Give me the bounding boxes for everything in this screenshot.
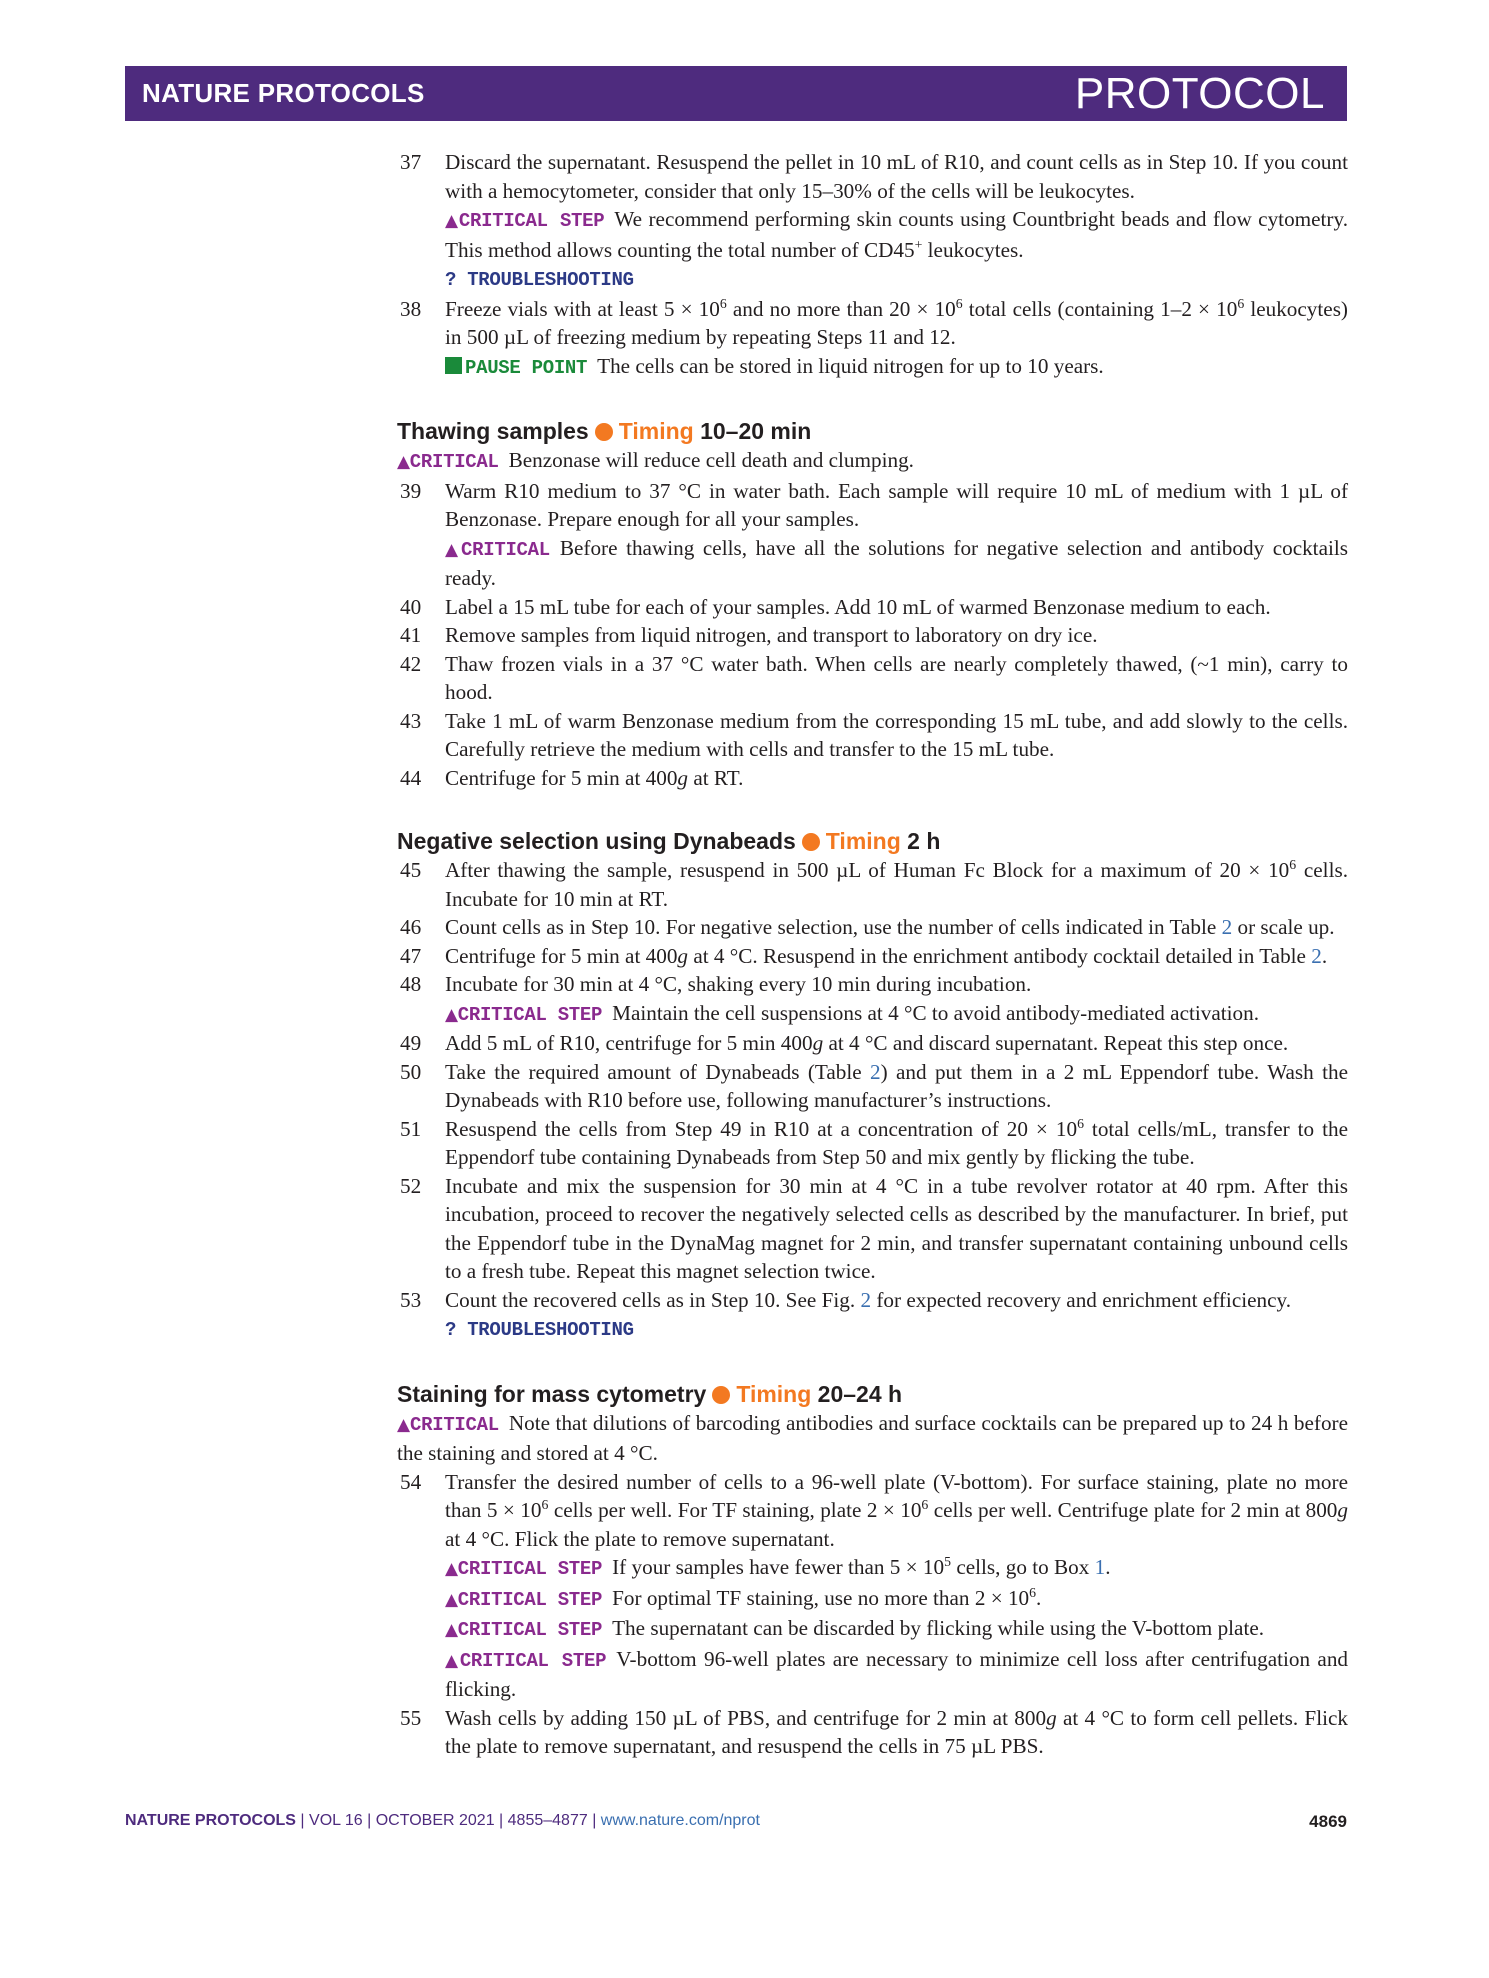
step-45: 45 After thawing the sample, resuspend in 500 µL of Human Fc Block for a maximum of $20 \times 10^6$ cells. Incubate for 10 min at RT. xyxy=(400,856,1348,911)
step-46: 46 Count cells as in Step 10. For negative selection, use the number of cells indicated in Table 2 or scale up. xyxy=(400,915,1335,939)
critical-step-note: ▲CRITICAL STEP If your samples have fewer than $5 \times 10^5$ cells, go to Box 1. xyxy=(445,1553,1111,1580)
figure-2-link[interactable]: 2 xyxy=(860,1287,872,1312)
section-title-staining: Staining for mass cytometry Timing 20–24 h xyxy=(397,1380,903,1407)
step-43: 43 Take 1 mL of warm Benzonase medium from the corresponding 15 mL tube, and add slowly to the cells. Carefully retrieve the medium with cells and transfer to the 15 mL tube. xyxy=(400,708,1348,761)
step-42: 42 Thaw frozen vials in a 37 °C water bath. When cells are nearly completely thawed, (~1 min), carry to hood. xyxy=(400,651,1348,704)
step-37 xyxy=(400,148,1348,295)
section-title-negative-selection: Negative selection using Dynabeads Timing 2 h xyxy=(397,828,941,854)
article-type: PROTOCOL xyxy=(1074,69,1325,118)
step-41: 41 Remove samples from liquid nitrogen, and transport to laboratory on dry ice. xyxy=(400,623,1098,647)
warning-triangle-icon: ▲ xyxy=(397,1414,411,1435)
critical-step-note: ▲CRITICAL STEP Maintain the cell suspensions at 4 °C to avoid antibody-mediated activation. xyxy=(445,1000,1260,1026)
critical-note: ▲CRITICAL Benzonase will reduce cell death and clumping. xyxy=(397,448,914,473)
step-44: 44 Centrifuge for 5 min at 400g at RT. xyxy=(400,765,744,790)
journal-header-bar xyxy=(125,66,1347,121)
pause-square-icon xyxy=(445,357,462,374)
step-48: 48 Incubate for 30 min at 4 °C, shaking every 10 min during incubation. ▲CRITICAL STEP Maintain the cell suspensions at 4 °C to avoid antibody-mediated activation. xyxy=(400,970,1348,1029)
critical-step-note: ▲CRITICAL STEP The supernatant can be discarded by flicking while using the V-bottom plate. xyxy=(445,1616,1265,1641)
timing-dot-icon xyxy=(712,1386,730,1404)
step-49: 49 Add 5 mL of R10, centrifuge for 5 min 400g at 4 °C and discard supernatant. Repeat this step once. xyxy=(400,1031,1289,1055)
step-40: 40 Label a 15 mL tube for each of your samples. Add 10 mL of warmed Benzonase medium to each. xyxy=(400,594,1271,619)
troubleshooting-link[interactable]: ? TROUBLESHOOTING xyxy=(445,269,634,291)
warning-triangle-icon: ▲ xyxy=(445,1589,458,1610)
critical-step-label: ▲CRITICAL STEP xyxy=(445,210,605,232)
step-number: 38 xyxy=(400,296,422,321)
section-title-thawing: Thawing samples Timing 10–20 min xyxy=(397,418,812,444)
table-2-link[interactable]: 2 xyxy=(1221,915,1233,939)
table-2-link[interactable]: 2 xyxy=(1311,943,1322,968)
critical-step-note: ▲CRITICAL STEP For optimal TF staining, use no more than $2 \times 10^6$. xyxy=(445,1584,1042,1611)
pause-point-note: PAUSE POINT The cells can be stored in liquid nitrogen for up to 10 years. xyxy=(445,352,1348,383)
timing-dot-icon xyxy=(802,833,820,851)
journal-name: NATURE PROTOCOLS xyxy=(142,78,425,108)
critical-note: ▲CRITICAL Before thawing cells, have all the solutions for negative selection and antibody cocktails ready. xyxy=(445,535,1348,590)
critical-step-note: ▲CRITICAL STEP V-bottom 96-well plates are necessary to minimize cell loss after centrifugation and flicking. xyxy=(445,1646,1349,1701)
page-number: 4869 xyxy=(1309,1812,1347,1831)
warning-triangle-icon: ▲ xyxy=(445,539,462,560)
footer-citation: NATURE PROTOCOLS | VOL 16 | OCTOBER 2021 | 4855–4877 | www.nature.com/nprot xyxy=(125,1812,760,1829)
protocol-content xyxy=(397,148,1349,1761)
box-1-link[interactable]: 1 xyxy=(1094,1555,1106,1579)
step-53: 53 Count the recovered cells as in Step 10. See Fig. 2 for expected recovery and enrichment efficiency. ? TROUBLESHOOTING xyxy=(400,1286,1348,1345)
step-38 xyxy=(400,295,1348,383)
timing-dot-icon xyxy=(595,423,613,441)
step-number: 37 xyxy=(400,150,422,174)
step-51: 51 Resuspend the cells from Step 49 in R10 at a concentration of $20 \times 10^6$ total cells/mL, transfer to the Eppendorf tube containing Dynabeads from Step 50 and mix gently by flicking the tube. xyxy=(400,1115,1349,1169)
table-2-link[interactable]: 2 xyxy=(870,1059,881,1084)
critical-step-note: ▲CRITICAL STEP We recommend performing skin counts using Countbright beads and flow cytometry. This method allows counting the total number of CD45+ leukocytes. xyxy=(445,207,1348,262)
warning-triangle-icon: ▲ xyxy=(445,1620,458,1640)
step-54: 54 Transfer the desired number of cells to a 96-well plate (V-bottom). For surface staining, plate no more than $5 \times 10^6$ cells per well. For TF staining, plate $2 \times 10^6$ cells per well. Centrifuge plate for 2 min at 800g at 4 °C. Flick the plate to remove supernatant. ▲CRITICAL STEP If your samples have fewer than $5 \times 10^5$ cells, go to Box 1. ▲CRITICAL STEP For optimal TF staining, use no more than $2 \times 10^6$. ▲CRITICAL STEP The supernatant can be discarded by flicking while using the V-bottom plate. ▲CRITICAL STEP V-bottom 96-well plates are necessary to minimize cell loss after centrifugation and flicking. xyxy=(400,1468,1348,1704)
page-footer xyxy=(125,1812,1347,1836)
troubleshooting-link[interactable]: ? TROUBLESHOOTING xyxy=(445,1319,634,1341)
step-50: 50 Take the required amount of Dynabeads (Table 2) and put them in a 2 mL Eppendorf tube. Wash the Dynabeads with R10 before use, following manufacturer’s instructions. xyxy=(400,1059,1348,1112)
step-39: 39 Warm R10 medium to 37 °C in water bath. Each sample will require 10 mL of medium with 1 µL of Benzonase. Prepare enough for all your samples. ▲CRITICAL Before thawing cells, have all the solutions for negative selection and antibody cocktails ready. xyxy=(400,477,1348,593)
warning-triangle-icon: ▲ xyxy=(445,1004,458,1025)
step-text: Freeze vials with at least $5 \times 10^6$ and no more than $20 \times 10^6$ total cells (containing $1-2 \times 10^6$ leukocytes) in 500 µL of freezing medium by repeating Steps 11 and 12. xyxy=(445,295,1348,349)
warning-triangle-icon: ▲ xyxy=(445,1559,458,1579)
warning-triangle-icon: ▲ xyxy=(445,1650,460,1671)
step-52: 52 Incubate and mix the suspension for 30 min at 4 °C in a tube revolver rotator at 40 rpm. After this incubation, proceed to recover the negatively selected cells as described by the manufacturer. In brief, put the Eppendorf tube in the DynaMag magnet for 2 min, and transfer supernatant containing unbound cells to a fresh tube. Repeat this magnet selection twice. xyxy=(400,1173,1348,1283)
pause-point-label: PAUSE POINT xyxy=(445,357,587,379)
step-text: Discard the supernatant. Resuspend the pellet in 10 mL of R10, and count cells as in Step 10. If you count with a hemocytometer, consider that only 15–30% of the cells will be leukocytes. xyxy=(445,150,1348,203)
warning-triangle-icon: ▲ xyxy=(445,211,459,231)
step-47: 47 Centrifuge for 5 min at 400g at 4 °C. Resuspend in the enrichment antibody cocktail detailed in Table 2. xyxy=(400,943,1328,968)
step-55: 55 Wash cells by adding 150 µL of PBS, and centrifuge for 2 min at 800g at 4 °C to form cell pellets. Flick the plate to remove supernatant, and resuspend the cells in 75 µL PBS. xyxy=(400,1705,1348,1758)
warning-triangle-icon: ▲ xyxy=(397,452,410,472)
critical-note: ▲CRITICAL Note that dilutions of barcoding antibodies and surface cocktails can be prepared up to 24 h before the staining and stored at 4 °C. xyxy=(397,1410,1348,1465)
journal-url-link[interactable]: www.nature.com/nprot xyxy=(600,1812,760,1829)
